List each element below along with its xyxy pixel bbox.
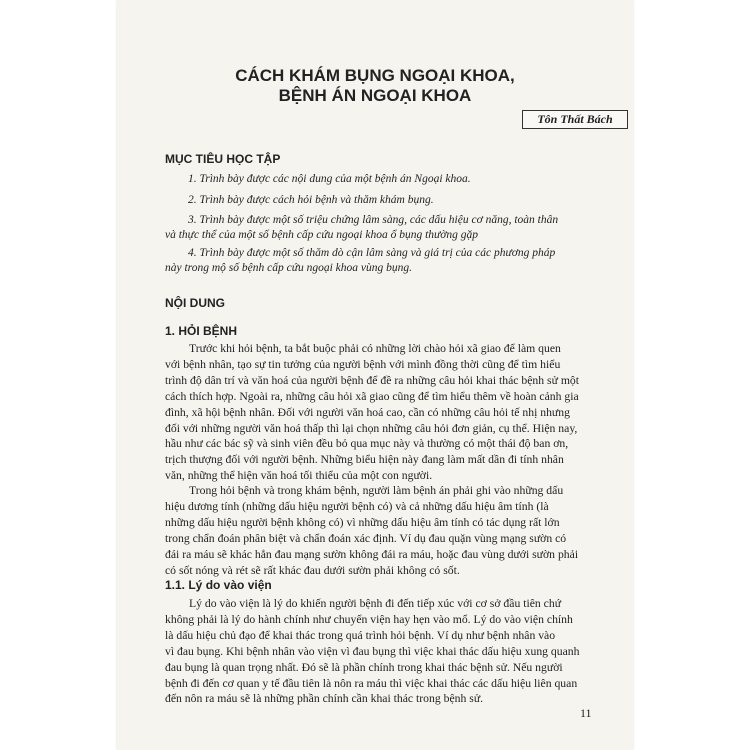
paragraph-line: đái ra máu sẽ khác hẳn đau mạng sườn không đái ra máu, hoặc đau vùng dưới sườn phải xyxy=(165,547,579,561)
objective-3-line-1: 3. Trình bày được một số triệu chứng lâm sàng, các dấu hiệu cơ năng, toàn thân xyxy=(188,214,559,226)
chapter-title-line-2: BỆNH ÁN NGOẠI KHOA xyxy=(278,86,472,105)
paragraph-line: hiệu dương tính (những dấu hiệu người bệnh có) và cả những dấu hiệu âm tính (là xyxy=(165,499,549,513)
book-page xyxy=(117,0,633,750)
paragraph-line: đau bụng là quan trọng nhất. Đó sẽ là phần chính trong khai thác bệnh sử. Nếu người xyxy=(165,660,563,674)
paragraph-line: đối với những người văn hoá thấp thì lại chọn những câu hỏi đơn giản, cụ thể. Hiện nay, xyxy=(165,421,578,435)
paragraph-line: không phải là lý do hành chính như chuyển viện hay hẹn vào mổ. Lý do vào viện chính xyxy=(165,612,573,626)
objective-2: 2. Trình bày được cách hỏi bệnh và thăm khám bụng. xyxy=(188,194,434,206)
objective-1: 1. Trình bày được các nội dung của một bệnh án Ngoại khoa. xyxy=(188,173,471,185)
section-1-1-heading: 1.1. Lý do vào viện xyxy=(165,578,272,592)
paragraph-line: trong chẩn đoán phân biệt và chẩn đoán xác định. Ví dụ đau quặn vùng mạng sườn có xyxy=(165,531,567,545)
paragraph-line: đến nôn ra máu sẽ là những phần chính cần khai thác trong bệnh sử. xyxy=(165,692,484,706)
paragraph-line: có sốt nóng và rét sẽ rất khác đau dưới sườn phải không có sốt. xyxy=(165,563,460,577)
paragraph-line: đình, xã hội bệnh nhân. Đối với người văn hoá cao, cần có những câu hỏi tế nhị nhưng xyxy=(165,405,570,419)
paragraph-line: hầu như các bác sỹ và sinh viên đều bỏ qua mục này và thường có một thái độ ban ơn, xyxy=(165,437,569,451)
paragraph-line: Lý do vào viện là lý do khiến người bệnh đi đến tiếp xúc với cơ sở đầu tiên chứ xyxy=(189,597,562,610)
chapter-title xyxy=(117,66,633,106)
paragraph-line: với bệnh nhân, tạo sự tin tưởng của người bệnh với mình đồng thời cũng để tìm hiểu xyxy=(165,357,561,371)
paragraph-line: là dấu hiệu chủ đạo để khai thác trong quá trình hỏi bệnh. Ví dụ như bệnh nhân vào xyxy=(165,628,556,642)
objective-4-line-1: 4. Trình bày được một số thăm dò cận lâm sàng và giá trị của các phương pháp xyxy=(188,247,556,259)
objectives-heading: MỤC TIÊU HỌC TẬP xyxy=(165,152,281,166)
paragraph-line: trình độ dân trí và văn hoá của người bệnh để đề ra những câu hỏi khai thác bệnh sử một xyxy=(165,373,580,387)
section-1-1-paragraph xyxy=(165,596,625,707)
paragraph-line: văn, những thể hiện văn hoá tối thiểu của một con người. xyxy=(165,469,433,483)
paragraph-line: vì đau bụng. Khi bệnh nhân vào viện vì đau bụng thì việc khai thác dấu hiệu xung quanh xyxy=(165,644,580,658)
objective-4-line-2: này trong mộ số bệnh cấp cứu ngoại khoa vùng bụng. xyxy=(165,262,412,274)
chapter-title-line-1: CÁCH KHÁM BỤNG NGOẠI KHOA, xyxy=(235,66,515,85)
paragraph-line: trịch thượng đối với người bệnh. Những biểu hiện này đang làm mất dần đi tính nhân xyxy=(165,453,564,467)
paragraph-line: bệnh đi đến cơ quan y tế đầu tiên là nôn ra máu thì việc khai thác các dấu hiệu liên quan xyxy=(165,676,578,690)
paragraph-line: những dấu hiệu người bệnh không có) vì những dấu hiệu âm tính có tác dụng rất lớn xyxy=(165,515,560,529)
paragraph-line: cách thích hợp. Ngoài ra, những câu hỏi xã giao cũng để tìm hiểu thêm về hoàn cảnh gia xyxy=(165,389,579,403)
content-heading: NỘI DUNG xyxy=(165,296,225,310)
objective-3-line-2: và thực thể của một số bệnh cấp cứu ngoại khoa ổ bụng thường gặp xyxy=(165,229,479,241)
author-name: Tôn Thất Bách xyxy=(537,112,613,126)
author-box xyxy=(522,110,628,129)
paragraph-line: Trước khi hỏi bệnh, ta bắt buộc phải có những lời chào hỏi xã giao để làm quen xyxy=(189,342,561,355)
section-1-paragraph-2 xyxy=(165,483,625,578)
section-1-paragraph-1 xyxy=(165,341,625,484)
paragraph-line: Trong hỏi bệnh và trong khám bệnh, người làm bệnh án phải ghi vào những dấu xyxy=(189,484,564,497)
page-number: 11 xyxy=(580,706,592,720)
section-1-heading: 1. HỎI BỆNH xyxy=(165,324,238,338)
